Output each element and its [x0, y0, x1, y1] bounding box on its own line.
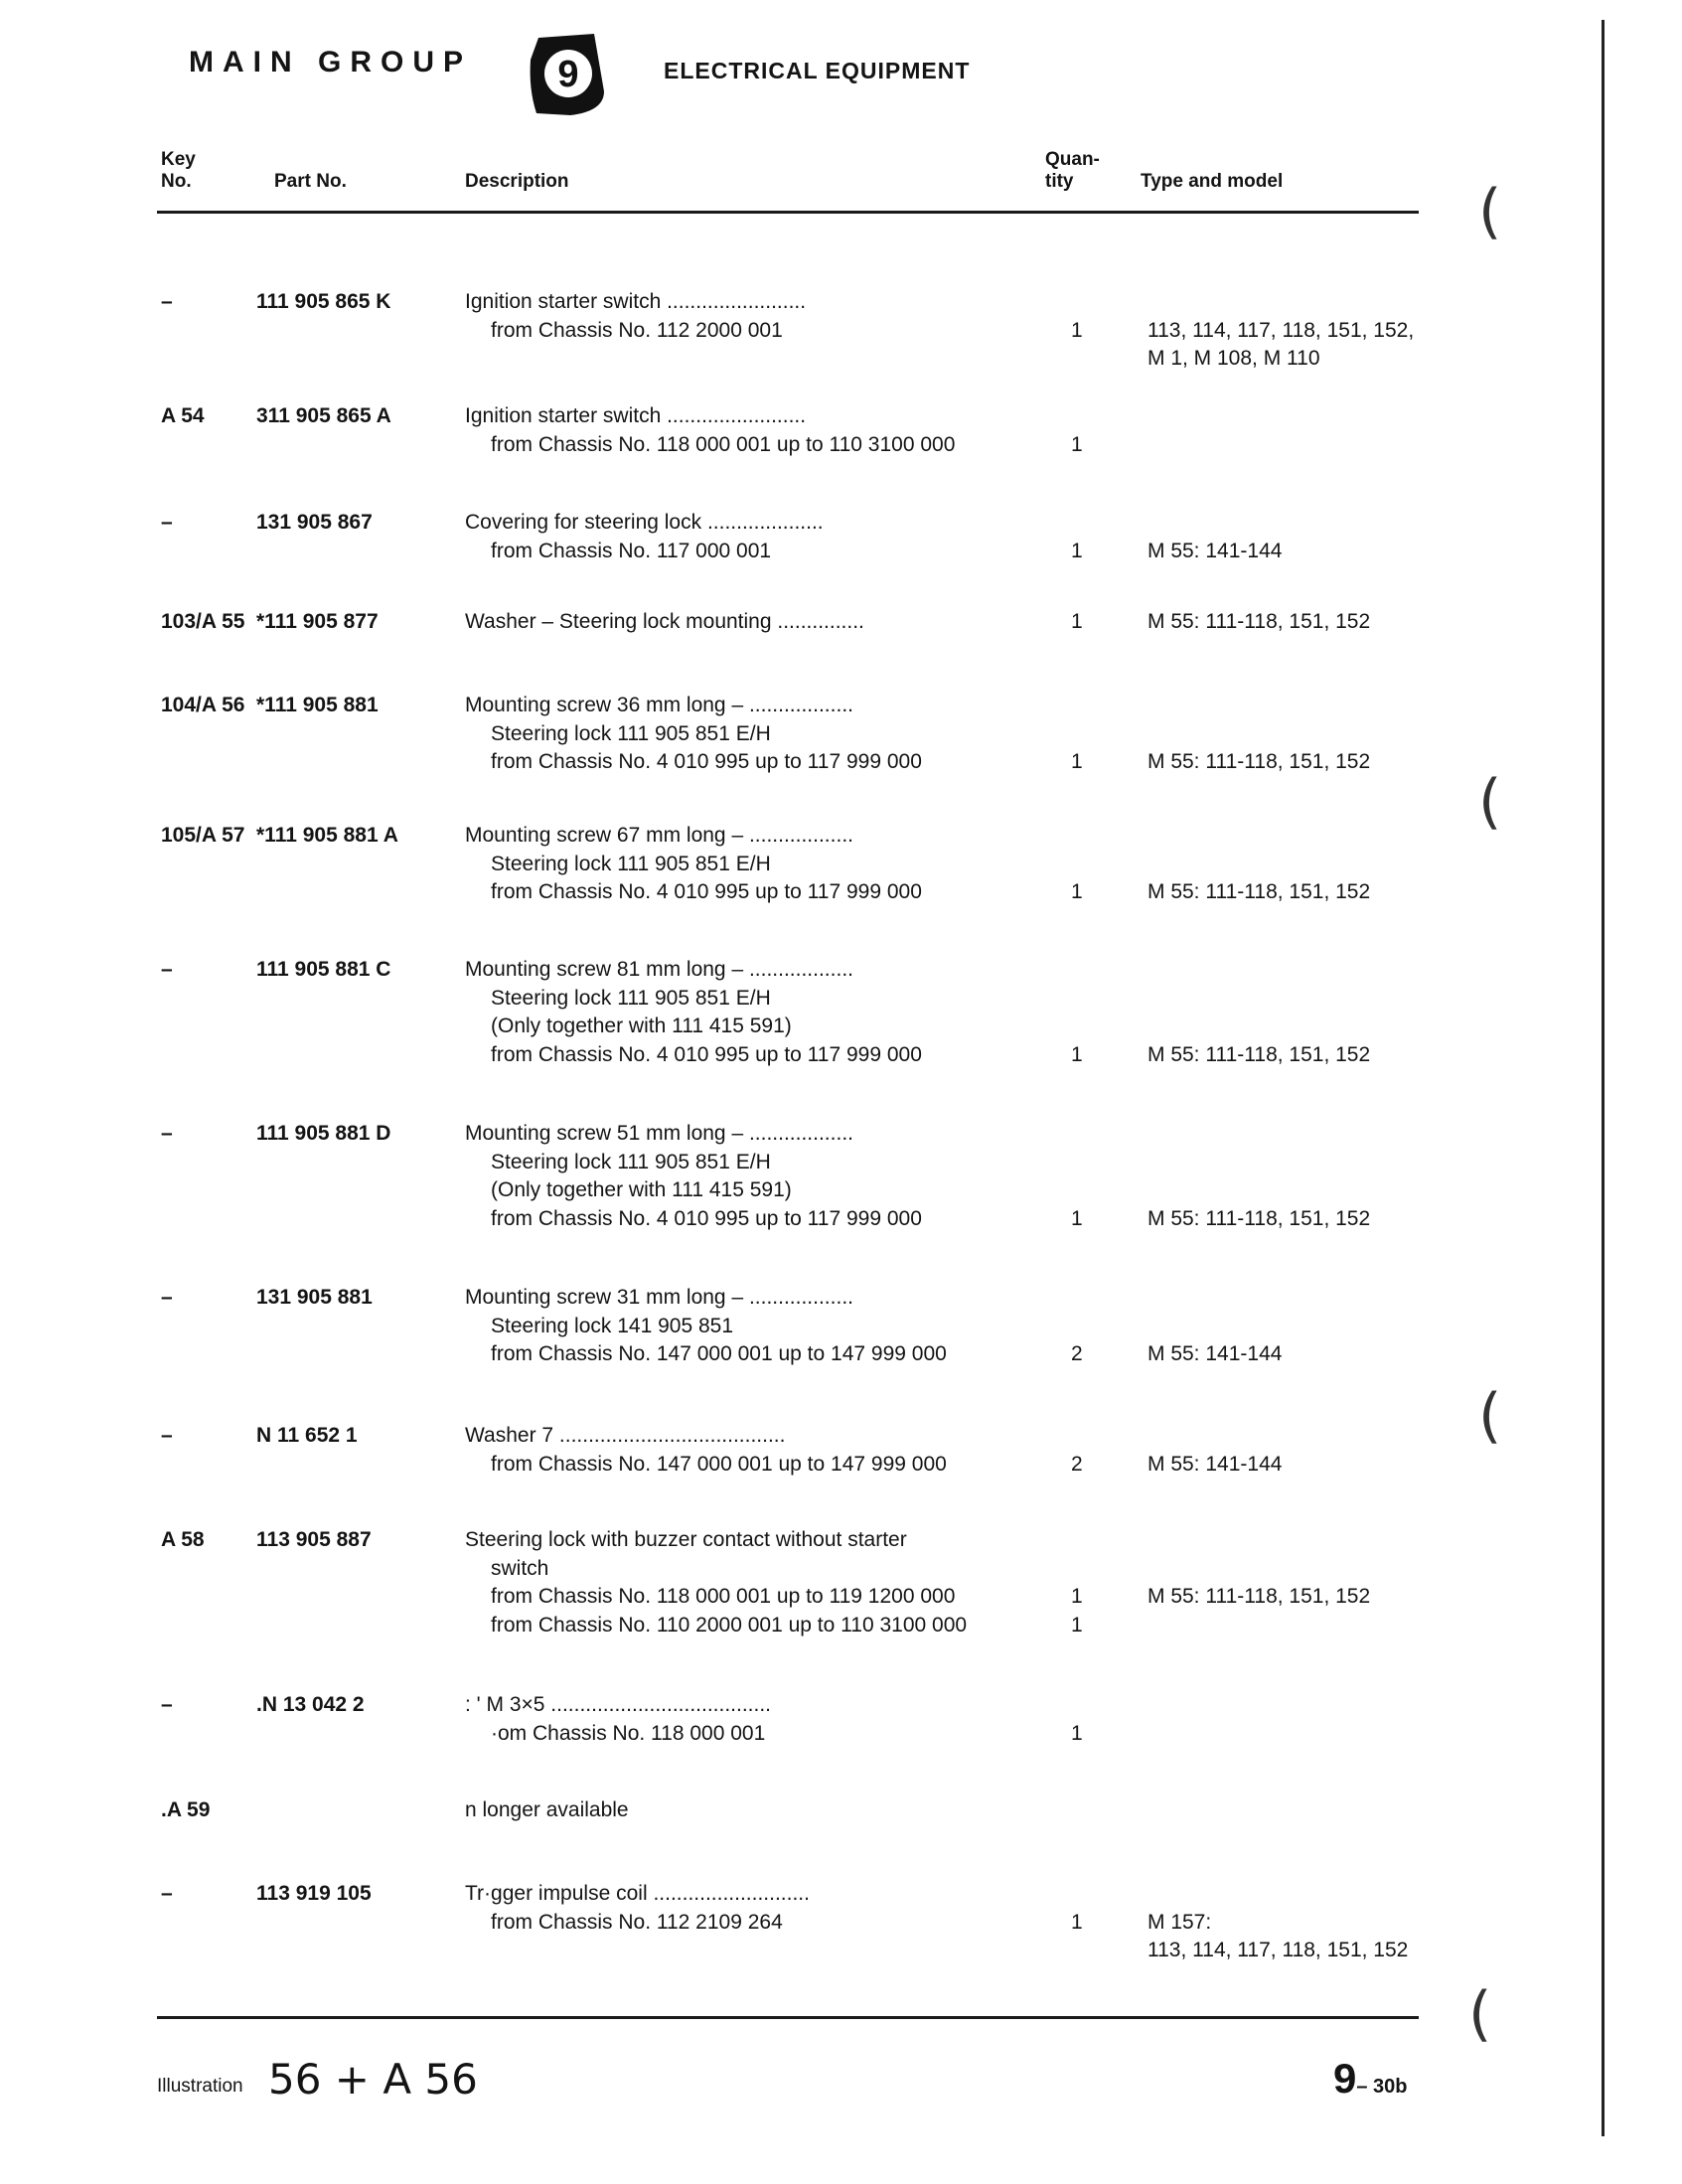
- type-model-line: [1147, 288, 1455, 317]
- description: [465, 1691, 1036, 1748]
- description-line: (Only together with 111 415 591): [491, 1178, 792, 1201]
- quantity-value: 1: [1071, 1042, 1083, 1066]
- quantity-value: [1071, 1880, 1091, 1909]
- type-model-line: 113, 114, 117, 118, 151, 152: [1147, 1939, 1409, 1961]
- description: [465, 1284, 1036, 1369]
- type-model: [1147, 1880, 1455, 1965]
- quantity-value: [1071, 822, 1091, 851]
- type-model: [1147, 608, 1455, 637]
- description: [465, 1422, 1036, 1479]
- binder-hole-mark: (: [1478, 767, 1502, 837]
- part-no: *111 905 881: [256, 694, 379, 716]
- type-model-line: [1147, 956, 1455, 985]
- quantity: [1071, 1526, 1091, 1639]
- illustration-ref: 56 + A 56: [268, 2055, 478, 2104]
- description-line: from Chassis No. 117 000 001: [491, 539, 772, 562]
- quantity-value: [1071, 720, 1091, 749]
- type-model-line: [1147, 1149, 1455, 1177]
- type-model-line: [1147, 1013, 1455, 1041]
- type-model-line: [1147, 509, 1455, 538]
- description: [465, 1796, 1036, 1825]
- description-line: from Chassis No. 4 010 995 up to 117 999 000: [491, 750, 922, 773]
- description-line: from Chassis No. 118 000 001 up to 119 1200 000: [491, 1585, 956, 1608]
- binder-hole-mark: (: [1468, 1979, 1492, 2049]
- quantity: [1071, 608, 1091, 637]
- key-no: –: [161, 1122, 173, 1145]
- description-line: Mounting screw 51 mm long – ..................: [465, 1122, 853, 1145]
- quantity-value: [1071, 402, 1091, 431]
- description-line: switch: [491, 1556, 549, 1580]
- page-number: [1333, 2055, 1408, 2103]
- quantity-value: 1: [1071, 610, 1083, 633]
- binder-hole-mark: (: [1478, 177, 1502, 246]
- description-line: ·om Chassis No. 118 000 001: [491, 1721, 766, 1745]
- type-model: [1147, 692, 1455, 777]
- key-no: 105/A 57: [161, 824, 245, 847]
- quantity: [1071, 1880, 1091, 1937]
- key-no: –: [161, 1693, 173, 1716]
- description-line: Covering for steering lock ....................: [465, 511, 824, 534]
- quantity: [1071, 509, 1091, 565]
- type-model-line: [1147, 1526, 1455, 1555]
- type-model-line: [1147, 851, 1455, 879]
- description: [465, 1526, 1036, 1639]
- main-group-label: MAIN GROUP: [189, 46, 472, 78]
- quantity-value: 1: [1071, 1613, 1083, 1637]
- type-model-line: [1147, 985, 1455, 1014]
- quantity-value: [1071, 1284, 1091, 1313]
- type-model: [1147, 288, 1455, 374]
- type-model-line: M 55: 111-118, 151, 152: [1147, 1042, 1371, 1066]
- quantity: [1071, 1284, 1091, 1369]
- quantity-value: [1071, 1013, 1091, 1041]
- quantity-value: 1: [1071, 318, 1083, 342]
- description: [465, 822, 1036, 907]
- part-no: .N 13 042 2: [256, 1693, 365, 1716]
- quantity-value: 1: [1071, 1721, 1083, 1745]
- type-model-line: M 55: 111-118, 151, 152: [1147, 880, 1371, 903]
- type-model-line: M 55: 141-144: [1147, 1342, 1283, 1365]
- key-no: .A 59: [161, 1798, 211, 1821]
- description-line: : ' M 3×5 ......................................: [465, 1693, 772, 1716]
- type-model-line: M 1, M 108, M 110: [1147, 347, 1320, 370]
- description-line: from Chassis No. 147 000 001 up to 147 999 000: [491, 1452, 947, 1476]
- quantity-value: [1071, 1691, 1091, 1720]
- type-model-line: M 55: 111-118, 151, 152: [1147, 1206, 1371, 1230]
- part-no: 113 905 887: [256, 1528, 372, 1551]
- quantity-value: 1: [1071, 432, 1083, 456]
- part-no: 131 905 881: [256, 1286, 373, 1309]
- type-model-line: M 55: 141-144: [1147, 539, 1283, 562]
- key-no: –: [161, 1424, 173, 1447]
- part-no: 131 905 867: [256, 511, 373, 534]
- quantity-value: [1071, 1555, 1091, 1584]
- group-number: 9: [557, 54, 579, 95]
- type-model-line: [1147, 1880, 1455, 1909]
- type-model-line: [1147, 1313, 1455, 1341]
- description: [465, 956, 1036, 1069]
- description-line: from Chassis No. 110 2000 001 up to 110 3100 000: [491, 1613, 968, 1637]
- key-no: –: [161, 1286, 173, 1309]
- description: [465, 402, 1036, 459]
- description-line: Steering lock 141 905 851: [491, 1314, 734, 1337]
- type-model: [1147, 1120, 1455, 1233]
- description-line: Washer – Steering lock mounting ...............: [465, 610, 864, 633]
- quantity-value: [1071, 1149, 1091, 1177]
- page-number-main: 9: [1333, 2055, 1357, 2102]
- key-no: –: [161, 290, 173, 313]
- description-line: from Chassis No. 4 010 995 up to 117 999 000: [491, 880, 922, 903]
- type-model-line: [1147, 1555, 1455, 1584]
- part-no: 311 905 865 A: [256, 404, 391, 427]
- col-part-no: Part No.: [274, 171, 347, 192]
- quantity-value: [1071, 288, 1091, 317]
- description-line: n longer available: [465, 1798, 629, 1821]
- description-line: Steering lock 111 905 851 E/H: [491, 986, 771, 1010]
- key-no: A 54: [161, 404, 205, 427]
- key-no: 103/A 55: [161, 610, 245, 633]
- type-model-line: M 55: 111-118, 151, 152: [1147, 610, 1371, 633]
- type-model: [1147, 1422, 1455, 1479]
- description: [465, 1120, 1036, 1233]
- quantity-value: [1071, 956, 1091, 985]
- quantity-value: 2: [1071, 1452, 1083, 1476]
- quantity-value: [1071, 1422, 1091, 1451]
- quantity-value: [1071, 851, 1091, 879]
- col-description: Description: [465, 171, 569, 192]
- part-no: 111 905 881 D: [256, 1122, 391, 1145]
- type-model: [1147, 956, 1455, 1069]
- type-model-line: M 157:: [1147, 1910, 1212, 1934]
- type-model-line: [1147, 1120, 1455, 1149]
- quantity: [1071, 1691, 1091, 1748]
- description-line: Steering lock 111 905 851 E/H: [491, 852, 771, 875]
- quantity: [1071, 402, 1091, 459]
- quantity: [1071, 1422, 1091, 1479]
- quantity-value: [1071, 1526, 1091, 1555]
- type-model-line: M 55: 141-144: [1147, 1452, 1283, 1476]
- group-number-badge: [525, 30, 608, 119]
- illustration-label: Illustration: [157, 2076, 243, 2097]
- quantity: [1071, 1120, 1091, 1233]
- quantity-value: 1: [1071, 750, 1083, 773]
- footer-rule: [157, 2016, 1419, 2019]
- description-line: Steering lock 111 905 851 E/H: [491, 721, 771, 745]
- quantity-value: [1071, 985, 1091, 1014]
- type-model-line: 113, 114, 117, 118, 151, 152,: [1147, 318, 1415, 342]
- type-model-line: [1147, 1422, 1455, 1451]
- binding-edge: [1602, 20, 1605, 2136]
- type-model-line: M 55: 111-118, 151, 152: [1147, 1585, 1371, 1608]
- type-model: [1147, 1526, 1455, 1612]
- col-key-no: Key No.: [161, 149, 196, 192]
- key-no: 104/A 56: [161, 694, 245, 716]
- quantity-value: [1071, 1176, 1091, 1205]
- description-line: Ignition starter switch ........................: [465, 404, 807, 427]
- quantity-value: 1: [1071, 1910, 1083, 1934]
- quantity-value: [1071, 1313, 1091, 1341]
- section-title: ELECTRICAL EQUIPMENT: [664, 58, 971, 83]
- description-line: Mounting screw 67 mm long – ..................: [465, 824, 853, 847]
- quantity-value: [1071, 1120, 1091, 1149]
- group-badge-shape: [525, 30, 608, 119]
- description-line: from Chassis No. 118 000 001 up to 110 3100 000: [491, 432, 956, 456]
- description: [465, 692, 1036, 777]
- description-line: from Chassis No. 4 010 995 up to 117 999 000: [491, 1042, 922, 1066]
- type-model: [1147, 509, 1455, 565]
- col-quantity: Quan- tity: [1045, 149, 1100, 192]
- description-line: Mounting screw 36 mm long – ..................: [465, 694, 853, 716]
- type-model-line: [1147, 1284, 1455, 1313]
- description-line: Tr·gger impulse coil ...........................: [465, 1882, 810, 1905]
- quantity-value: 1: [1071, 1585, 1083, 1608]
- part-no: N 11 652 1: [256, 1424, 358, 1447]
- quantity-value: 1: [1071, 1206, 1083, 1230]
- description-line: Washer 7 .......................................: [465, 1424, 786, 1447]
- part-no: *111 905 881 A: [256, 824, 398, 847]
- part-no: 113 919 105: [256, 1882, 372, 1905]
- description-line: Ignition starter switch ........................: [465, 290, 807, 313]
- type-model-line: [1147, 720, 1455, 749]
- description: [465, 608, 1036, 637]
- key-no: –: [161, 511, 173, 534]
- description: [465, 509, 1036, 565]
- type-model: [1147, 1284, 1455, 1369]
- binder-hole-mark: (: [1478, 1381, 1502, 1451]
- header-rule: [157, 211, 1419, 214]
- quantity: [1071, 822, 1091, 907]
- description-line: Mounting screw 31 mm long – ..................: [465, 1286, 853, 1309]
- type-model: [1147, 822, 1455, 907]
- description: [465, 288, 1036, 345]
- quantity: [1071, 288, 1091, 345]
- type-model-line: [1147, 1176, 1455, 1205]
- description-line: (Only together with 111 415 591): [491, 1014, 792, 1037]
- description: [465, 1880, 1036, 1937]
- key-no: –: [161, 1882, 173, 1905]
- description-line: from Chassis No. 4 010 995 up to 117 999 000: [491, 1206, 922, 1230]
- key-no: A 58: [161, 1528, 205, 1551]
- quantity: [1071, 956, 1091, 1069]
- part-no: *111 905 877: [256, 610, 379, 633]
- quantity-value: 1: [1071, 880, 1083, 903]
- quantity: [1071, 692, 1091, 777]
- quantity-value: 1: [1071, 539, 1083, 562]
- part-no: 111 905 865 K: [256, 290, 391, 313]
- page-number-suffix: – 30b: [1356, 2076, 1408, 2098]
- type-model-line: [1147, 822, 1455, 851]
- type-model-line: M 55: 111-118, 151, 152: [1147, 750, 1371, 773]
- col-type-model: Type and model: [1141, 171, 1284, 192]
- quantity-value: [1071, 692, 1091, 720]
- quantity-value: [1071, 509, 1091, 538]
- description-line: Steering lock 111 905 851 E/H: [491, 1150, 771, 1173]
- description-line: Mounting screw 81 mm long – ..................: [465, 958, 853, 981]
- key-no: –: [161, 958, 173, 981]
- type-model-line: [1147, 692, 1455, 720]
- description-line: from Chassis No. 147 000 001 up to 147 999 000: [491, 1342, 947, 1365]
- part-no: 111 905 881 C: [256, 958, 391, 981]
- description-line: from Chassis No. 112 2109 264: [491, 1910, 783, 1934]
- quantity-value: 2: [1071, 1342, 1083, 1365]
- description-line: from Chassis No. 112 2000 001: [491, 318, 783, 342]
- description-line: Steering lock with buzzer contact without starter: [465, 1528, 907, 1551]
